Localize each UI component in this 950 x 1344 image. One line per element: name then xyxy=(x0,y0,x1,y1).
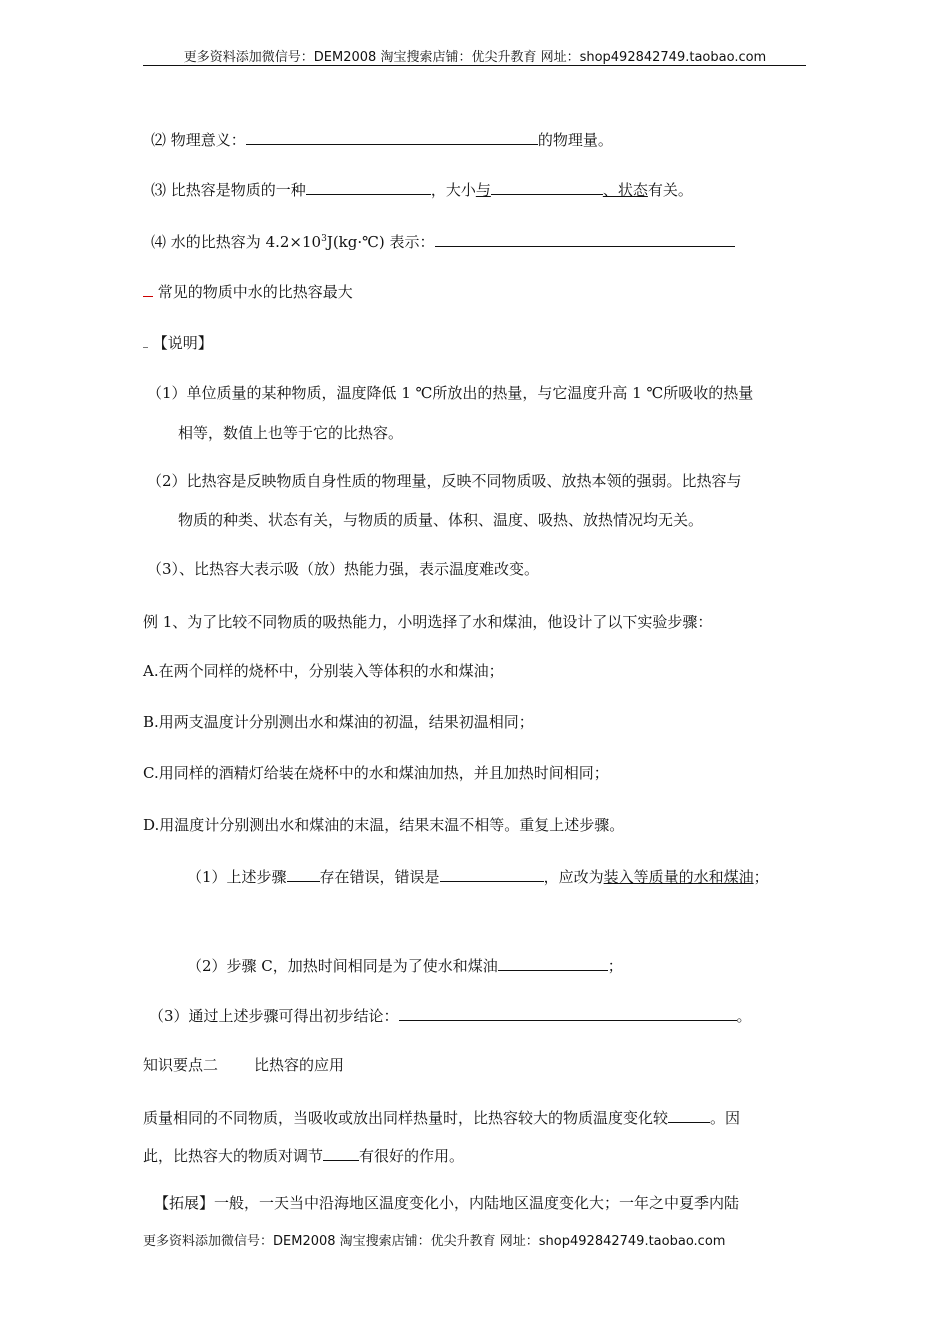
step-b: B.用两支温度计分别测出水和煤油的初温，结果初温相同； xyxy=(143,713,534,731)
question-text: （3）通过上述步骤可得出初步结论： xyxy=(149,1007,399,1025)
para-text: 有很好的作用。 xyxy=(359,1147,465,1165)
page-footer: 更多资料添加微信号：DEM2008 淘宝搜索店铺：优尖升教育 网址：shop492842749.taobao.com xyxy=(143,1234,726,1249)
answer-blank[interactable] xyxy=(435,230,735,247)
answer-blank[interactable] xyxy=(498,954,608,971)
item-text: ，大小 xyxy=(430,181,476,199)
question-1 xyxy=(187,865,769,887)
section-title: 比热容的应用 xyxy=(254,1056,345,1074)
question-text: ； xyxy=(607,957,623,975)
page-header: 更多资料添加微信号：DEM2008 淘宝搜索店铺：优尖升教育 网址：shop492842749.taobao.com xyxy=(183,50,767,65)
item-text: 与 xyxy=(475,181,491,199)
example-intro: 例 1、为了比较不同物质的吸热能力，小明选择了水和煤油，他设计了以下实验步骤： xyxy=(143,613,713,631)
note-2-line-1: （2）比热容是反映物质自身性质的物理量，反映不同物质吸、放热本领的强弱。比热容与 xyxy=(147,472,742,490)
common-text: 常见的物质中水的比热容最大 xyxy=(157,283,353,301)
section-2-title xyxy=(143,1055,344,1075)
step-a: A.在两个同样的烧杯中，分别装入等体积的水和煤油； xyxy=(143,662,504,680)
common-line xyxy=(143,282,353,302)
revision-mark xyxy=(143,333,148,348)
question-2 xyxy=(187,954,623,976)
note-3: （3）、比热容大表示吸（放）热能力强，表示温度难改变。 xyxy=(147,560,540,578)
item-4-line xyxy=(151,229,735,252)
note-1-line-2: 相等，数值上也等于它的比热容。 xyxy=(178,424,404,442)
superscript: 3 xyxy=(321,234,327,244)
answer-blank[interactable] xyxy=(323,1144,359,1161)
answer-blank[interactable] xyxy=(399,1004,737,1021)
question-text: ； xyxy=(753,868,769,886)
answer-blank[interactable] xyxy=(287,865,320,882)
item-text: 比热容是物质的一种 xyxy=(170,181,306,199)
note-1-line-1: （1）单位质量的某种物质，温度降低 1 ℃所放出的热量，与它温度升高 1 ℃所吸收的热量 xyxy=(147,384,754,402)
question-text: （1）上述步骤 xyxy=(187,868,287,886)
extension-line: 【拓展】一般，一天当中沿海地区温度变化小，内陆地区温度变化大；一年之中夏季内陆 xyxy=(154,1194,740,1212)
item-text: 有关。 xyxy=(647,181,693,199)
item-number: ⑶ xyxy=(151,181,167,199)
item-text: 物理意义： xyxy=(170,131,246,149)
item-3-line xyxy=(151,178,693,200)
item-number: ⑷ xyxy=(151,233,167,251)
step-d: D.用温度计分别测出水和煤油的末温，结果末温不相等。重复上述步骤。 xyxy=(143,816,625,834)
section-label: 知识要点二 xyxy=(143,1056,219,1074)
question-text: ，应改为 xyxy=(543,868,604,886)
item-text: 的物理量。 xyxy=(537,131,613,149)
question-3 xyxy=(149,1004,752,1026)
question-text: （2）步骤 C，加热时间相同是为了使水和煤油 xyxy=(187,957,498,975)
answer-blank[interactable] xyxy=(246,128,538,145)
para-text: 质量相同的不同物质，当吸收或放出同样热量时，比热容较大的物质温度变化较 xyxy=(143,1109,669,1127)
section-2-para-line-1 xyxy=(143,1106,740,1128)
step-c: C.用同样的酒精灯给装在烧杯中的水和煤油加热，并且加热时间相同； xyxy=(143,764,609,782)
item-text: J(kg·℃) 表示： xyxy=(326,233,435,251)
question-text: 存在错误，错误是 xyxy=(319,868,440,886)
item-text: 、状态 xyxy=(602,181,648,199)
note-title xyxy=(143,333,213,353)
header-rule xyxy=(143,65,806,66)
answer-blank[interactable] xyxy=(668,1106,710,1123)
item-2-line xyxy=(151,128,613,150)
section-2-para-line-2 xyxy=(143,1144,464,1166)
answer-text: 装入等质量的水和煤油 xyxy=(603,868,754,886)
answer-blank[interactable] xyxy=(440,865,544,882)
item-number: ⑵ xyxy=(151,131,167,149)
answer-blank[interactable] xyxy=(306,178,431,195)
revision-mark xyxy=(143,282,153,297)
note-2-line-2: 物质的种类、状态有关，与物质的质量、体积、温度、吸热、放热情况均无关。 xyxy=(178,511,704,529)
question-text: 。 xyxy=(736,1007,752,1025)
item-text: 水的比热容为 4.2×10 xyxy=(170,233,322,251)
para-text: 。因 xyxy=(710,1109,741,1127)
answer-blank[interactable] xyxy=(491,178,603,195)
note-title-text: 【说明】 xyxy=(152,334,213,352)
para-text: 此，比热容大的物质对调节 xyxy=(143,1147,324,1165)
